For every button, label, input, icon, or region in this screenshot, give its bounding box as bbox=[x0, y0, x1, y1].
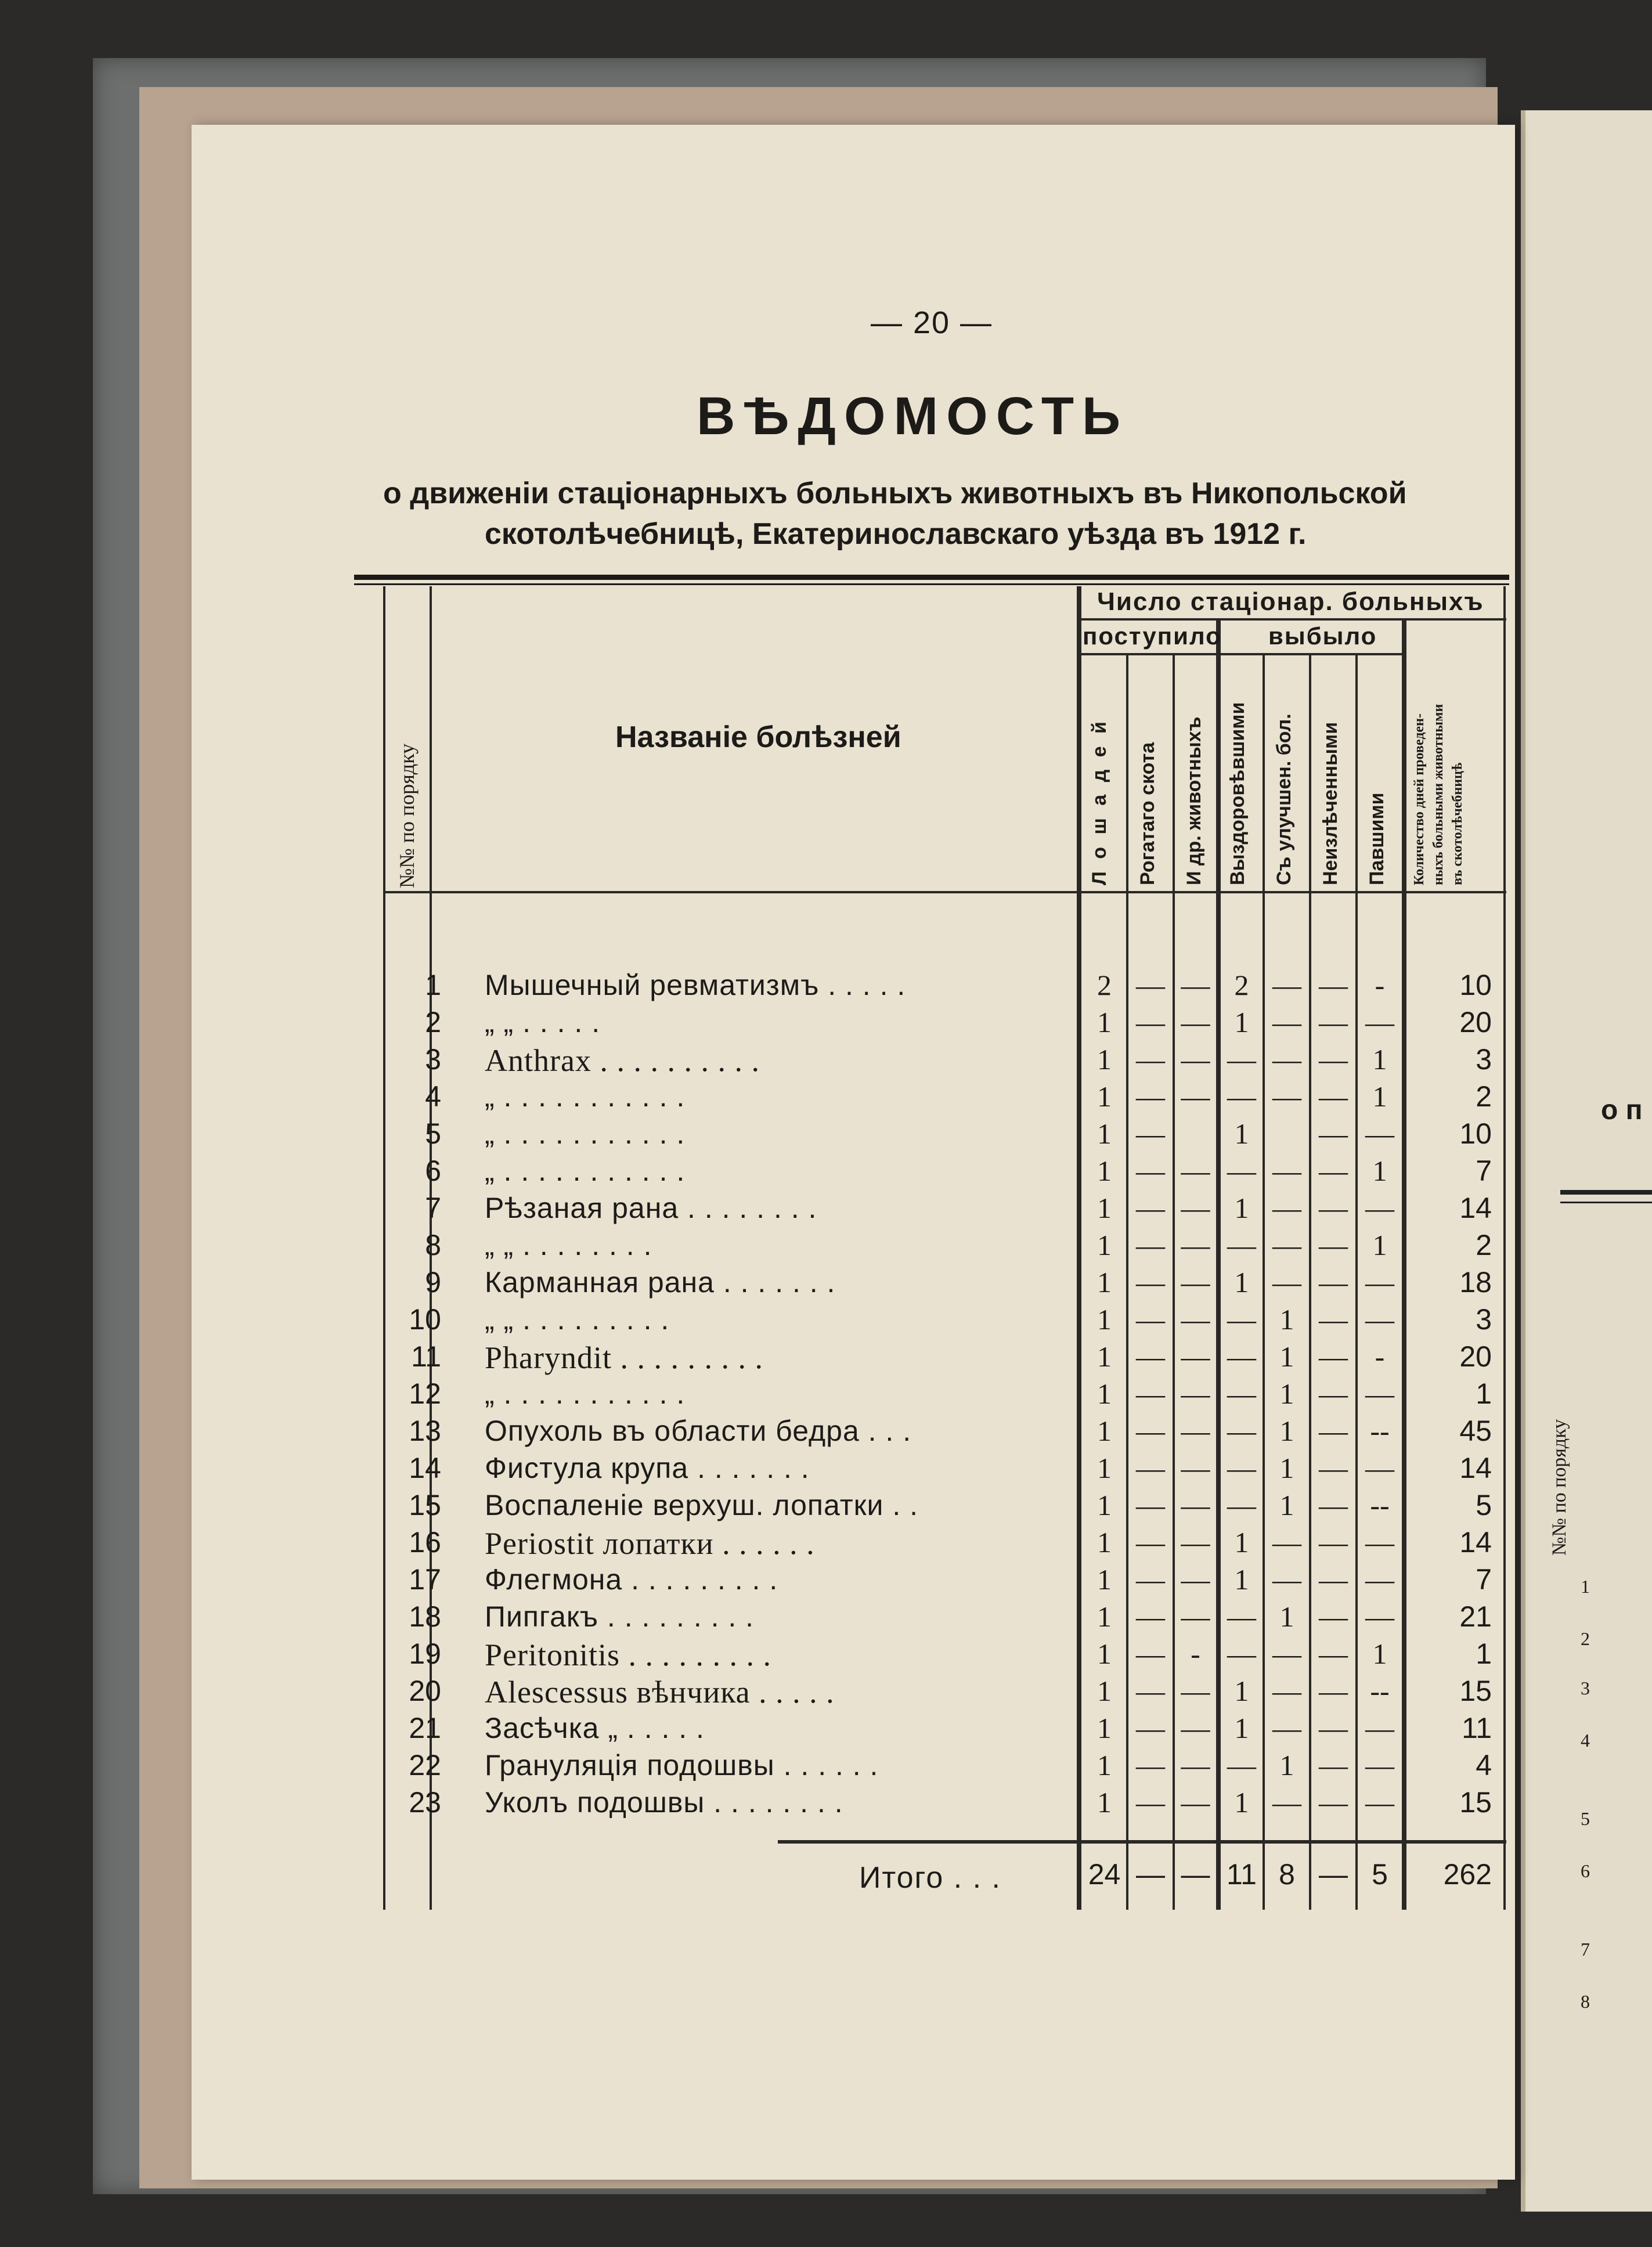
total-uncured: — bbox=[1319, 1858, 1348, 1891]
row-number: 20 bbox=[409, 1675, 441, 1707]
row-number: 14 bbox=[409, 1452, 441, 1484]
cell-cattle: — bbox=[1136, 1563, 1165, 1596]
total-label: Итого . . . bbox=[859, 1861, 1001, 1895]
table-row bbox=[0, 1117, 1652, 1154]
cell-horses: 1 bbox=[1097, 1749, 1112, 1781]
table-row bbox=[0, 968, 1652, 1005]
cell-improved: 1 bbox=[1279, 1415, 1294, 1447]
cell-improved: — bbox=[1272, 1080, 1301, 1113]
total-cattle: — bbox=[1136, 1858, 1165, 1891]
cell-recovered: — bbox=[1227, 1452, 1256, 1484]
cell-uncured: — bbox=[1319, 1080, 1348, 1113]
total-row bbox=[0, 1858, 1652, 1895]
cell-horses: 1 bbox=[1097, 1415, 1112, 1447]
subtitle-line-2: скотолѣчебницѣ, Екатеринославскаго уѣзда въ 1912 г. bbox=[485, 517, 1307, 551]
cell-cattle: — bbox=[1136, 1117, 1165, 1150]
table-row bbox=[0, 1265, 1652, 1303]
cell-other: — bbox=[1181, 1600, 1210, 1633]
cell-horses: 1 bbox=[1097, 1155, 1112, 1187]
cell-died: — bbox=[1365, 1303, 1394, 1336]
header-bottom-rule bbox=[383, 891, 1506, 893]
table-row bbox=[0, 1488, 1652, 1525]
cell-improved: — bbox=[1272, 1526, 1301, 1559]
cell-uncured: — bbox=[1319, 1006, 1348, 1038]
cell-horses: 1 bbox=[1097, 1563, 1112, 1596]
cell-improved: — bbox=[1272, 1043, 1301, 1076]
facing-page-number: 2 bbox=[1581, 1628, 1590, 1649]
disease-name: Anthrax . . . . . . . . . . bbox=[485, 1043, 760, 1078]
cell-improved: 1 bbox=[1279, 1377, 1294, 1410]
cell-days: 1 bbox=[1476, 1638, 1492, 1670]
cell-horses: 1 bbox=[1097, 1229, 1112, 1261]
cell-cattle: — bbox=[1136, 969, 1165, 1001]
table-row bbox=[0, 1303, 1652, 1340]
disease-name: Засѣчка „ . . . . . bbox=[485, 1712, 705, 1744]
disease-name: Фистула крупа . . . . . . . bbox=[485, 1452, 810, 1484]
cell-uncured: — bbox=[1319, 1526, 1348, 1559]
facing-page-number: 4 bbox=[1581, 1730, 1590, 1751]
row-number: 10 bbox=[409, 1303, 441, 1336]
cell-cattle: — bbox=[1136, 1526, 1165, 1559]
cell-horses: 1 bbox=[1097, 1786, 1112, 1819]
disease-name: Уколъ подошвы . . . . . . . . bbox=[485, 1786, 843, 1819]
table-row bbox=[0, 1191, 1652, 1228]
cell-recovered: — bbox=[1227, 1303, 1256, 1336]
disease-name: Пипгакъ . . . . . . . . . bbox=[485, 1600, 755, 1633]
table-row bbox=[0, 1711, 1652, 1748]
cell-cattle: — bbox=[1136, 1749, 1165, 1781]
cell-died: — bbox=[1365, 1749, 1394, 1781]
cell-died: — bbox=[1365, 1712, 1394, 1744]
cell-days: 10 bbox=[1459, 969, 1492, 1001]
row-number: 16 bbox=[409, 1526, 441, 1559]
cell-horses: 1 bbox=[1097, 1340, 1112, 1373]
cell-died: — bbox=[1365, 1117, 1394, 1150]
table-row bbox=[0, 1228, 1652, 1265]
cell-improved: — bbox=[1272, 1192, 1301, 1224]
total-rule bbox=[778, 1840, 1506, 1844]
subtitle-line-1: о движеніи стаціонарныхъ больныхъ животныхъ въ Никопольской bbox=[383, 477, 1407, 510]
row-number: 23 bbox=[409, 1786, 441, 1819]
cell-uncured: — bbox=[1319, 1415, 1348, 1447]
disease-name: Воспаленіе верхуш. лопатки . . bbox=[485, 1489, 918, 1521]
disease-name: „ . . . . . . . . . . . bbox=[485, 1080, 686, 1113]
cell-uncured: — bbox=[1319, 1043, 1348, 1076]
cell-recovered: — bbox=[1227, 1415, 1256, 1447]
table-top-rule bbox=[354, 575, 1509, 580]
cell-horses: 1 bbox=[1097, 1526, 1112, 1559]
cell-cattle: — bbox=[1136, 1415, 1165, 1447]
table-top-rule-thin bbox=[354, 583, 1509, 585]
cell-horses: 1 bbox=[1097, 1600, 1112, 1633]
cell-days: 11 bbox=[1462, 1712, 1492, 1744]
cell-horses: 1 bbox=[1097, 1489, 1112, 1521]
cell-days: 1 bbox=[1476, 1377, 1492, 1410]
cell-died: 1 bbox=[1372, 1043, 1387, 1076]
cell-days: 45 bbox=[1459, 1415, 1492, 1447]
cell-recovered: — bbox=[1227, 1043, 1256, 1076]
row-number: 7 bbox=[425, 1192, 441, 1224]
cell-improved: — bbox=[1272, 1006, 1301, 1038]
cell-uncured: — bbox=[1319, 1712, 1348, 1744]
cell-horses: 1 bbox=[1097, 1266, 1112, 1299]
cell-days: 7 bbox=[1476, 1155, 1492, 1187]
cell-cattle: — bbox=[1136, 1600, 1165, 1633]
cell-recovered: 1 bbox=[1234, 1192, 1249, 1224]
table-row bbox=[0, 1154, 1652, 1191]
cell-improved: 1 bbox=[1279, 1749, 1294, 1781]
table-row bbox=[0, 1414, 1652, 1451]
header-other: И др. животныхъ bbox=[1183, 716, 1205, 885]
cell-died: 1 bbox=[1372, 1638, 1387, 1670]
cell-other: — bbox=[1181, 1526, 1210, 1559]
disease-name: „ „ . . . . . bbox=[485, 1006, 601, 1038]
row-number: 13 bbox=[409, 1415, 441, 1447]
cell-recovered: — bbox=[1227, 1377, 1256, 1410]
cell-died: — bbox=[1365, 1786, 1394, 1819]
cell-improved: — bbox=[1272, 969, 1301, 1001]
total-other: — bbox=[1181, 1858, 1210, 1891]
header-row-no: №№ по порядку bbox=[395, 743, 419, 888]
cell-improved: 1 bbox=[1279, 1452, 1294, 1484]
total-horses: 24 bbox=[1088, 1858, 1121, 1891]
cell-died: — bbox=[1365, 1563, 1394, 1596]
cell-recovered: 1 bbox=[1234, 1675, 1249, 1707]
header-days-line-1: Количество дней проведен- bbox=[1412, 713, 1427, 885]
cell-recovered: 1 bbox=[1234, 1526, 1249, 1559]
cell-died: -- bbox=[1370, 1415, 1390, 1447]
row-number: 8 bbox=[425, 1229, 441, 1261]
cell-improved: — bbox=[1272, 1712, 1301, 1744]
document-subtitle bbox=[383, 473, 1486, 554]
table-row bbox=[0, 1377, 1652, 1414]
cell-recovered: — bbox=[1227, 1155, 1256, 1187]
disease-name: Флегмона . . . . . . . . . bbox=[485, 1563, 778, 1596]
cell-cattle: — bbox=[1136, 1155, 1165, 1187]
table-row bbox=[0, 1340, 1652, 1377]
cell-cattle: — bbox=[1136, 1489, 1165, 1521]
cell-horses: 1 bbox=[1097, 1377, 1112, 1410]
cell-other: — bbox=[1181, 1080, 1210, 1113]
cell-cattle: — bbox=[1136, 1303, 1165, 1336]
cell-days: 15 bbox=[1459, 1675, 1492, 1707]
cell-days: 14 bbox=[1459, 1452, 1492, 1484]
cell-days: 20 bbox=[1459, 1340, 1492, 1373]
row-number: 22 bbox=[409, 1749, 441, 1781]
cell-died: 1 bbox=[1372, 1155, 1387, 1187]
row-number: 11 bbox=[411, 1340, 441, 1373]
cell-other: — bbox=[1181, 1415, 1210, 1447]
table-row bbox=[0, 1080, 1652, 1117]
cell-recovered: 1 bbox=[1234, 1563, 1249, 1596]
total-improved: 8 bbox=[1279, 1858, 1295, 1891]
cell-days: 10 bbox=[1459, 1117, 1492, 1150]
cell-died: — bbox=[1365, 1600, 1394, 1633]
cell-uncured: — bbox=[1319, 969, 1348, 1001]
cell-died: — bbox=[1365, 1266, 1394, 1299]
disease-name: Pharyndit . . . . . . . . . bbox=[485, 1340, 763, 1375]
row-number: 4 bbox=[425, 1080, 441, 1113]
disease-name: „ . . . . . . . . . . . bbox=[485, 1155, 686, 1187]
header-days-line-3: въ скотолѣчебницѣ bbox=[1450, 762, 1465, 885]
header-disease: Названіе болѣзней bbox=[615, 720, 901, 754]
row-number: 9 bbox=[425, 1266, 441, 1299]
cell-uncured: — bbox=[1319, 1638, 1348, 1670]
row-number: 19 bbox=[409, 1638, 441, 1670]
row-number: 12 bbox=[409, 1377, 441, 1410]
cell-horses: 1 bbox=[1097, 1080, 1112, 1113]
cell-days: 14 bbox=[1459, 1192, 1492, 1224]
cell-improved: — bbox=[1272, 1638, 1301, 1670]
cell-horses: 1 bbox=[1097, 1303, 1112, 1336]
cell-horses: 1 bbox=[1097, 1043, 1112, 1076]
cell-improved: — bbox=[1272, 1675, 1301, 1707]
header-received: поступило bbox=[1083, 622, 1222, 650]
table-row bbox=[0, 1005, 1652, 1043]
header-horses: Л о ш а д е й bbox=[1088, 718, 1110, 885]
cell-other: — bbox=[1181, 1229, 1210, 1261]
cell-cattle: — bbox=[1136, 1638, 1165, 1670]
cell-cattle: — bbox=[1136, 1266, 1165, 1299]
cell-other: - bbox=[1191, 1638, 1200, 1670]
facing-page-fragment: о п bbox=[1601, 1095, 1643, 1126]
table-row bbox=[0, 1525, 1652, 1563]
row-number: 18 bbox=[409, 1600, 441, 1633]
cell-uncured: — bbox=[1319, 1600, 1348, 1633]
cell-other: — bbox=[1181, 1675, 1210, 1707]
facing-page-row-no-header: №№ по порядку bbox=[1549, 1419, 1570, 1556]
cell-died: 1 bbox=[1372, 1080, 1387, 1113]
cell-days: 21 bbox=[1459, 1600, 1492, 1633]
cell-other: — bbox=[1181, 1712, 1210, 1744]
total-days: 262 bbox=[1443, 1858, 1492, 1891]
cell-days: 5 bbox=[1476, 1489, 1492, 1521]
cell-horses: 2 bbox=[1097, 969, 1112, 1001]
cell-uncured: — bbox=[1319, 1266, 1348, 1299]
cell-recovered: — bbox=[1227, 1749, 1256, 1781]
cell-cattle: — bbox=[1136, 1452, 1165, 1484]
cell-uncured: — bbox=[1319, 1117, 1348, 1150]
disease-name: Peritonitis . . . . . . . . . bbox=[485, 1638, 772, 1672]
cell-uncured: — bbox=[1319, 1675, 1348, 1707]
row-number: 6 bbox=[425, 1155, 441, 1187]
disease-name: Alescessus вѣнчика . . . . . bbox=[485, 1675, 835, 1709]
facing-page-number: 3 bbox=[1581, 1678, 1590, 1698]
cell-other: — bbox=[1181, 1303, 1210, 1336]
cell-died: -- bbox=[1370, 1489, 1390, 1521]
cell-improved: 1 bbox=[1279, 1600, 1294, 1633]
header-divider bbox=[1077, 618, 1506, 621]
table-row bbox=[0, 1674, 1652, 1711]
cell-other: — bbox=[1181, 1377, 1210, 1410]
cell-died: — bbox=[1365, 1192, 1394, 1224]
cell-cattle: — bbox=[1136, 1786, 1165, 1819]
cell-horses: 1 bbox=[1097, 1117, 1112, 1150]
cell-cattle: — bbox=[1136, 1675, 1165, 1707]
cell-uncured: — bbox=[1319, 1489, 1348, 1521]
disease-name: „ . . . . . . . . . . . bbox=[485, 1377, 686, 1410]
cell-cattle: — bbox=[1136, 1080, 1165, 1113]
cell-other: — bbox=[1181, 1749, 1210, 1781]
cell-uncured: — bbox=[1319, 1229, 1348, 1261]
cell-recovered: — bbox=[1227, 1600, 1256, 1633]
cell-improved: — bbox=[1272, 1563, 1301, 1596]
header-discharged: выбыло bbox=[1268, 622, 1377, 650]
facing-page-number: 5 bbox=[1581, 1808, 1590, 1829]
cell-cattle: — bbox=[1136, 1377, 1165, 1410]
cell-other: — bbox=[1181, 1786, 1210, 1819]
cell-other: — bbox=[1181, 1192, 1210, 1224]
cell-died: — bbox=[1365, 1006, 1394, 1038]
disease-name: Рѣзаная рана . . . . . . . . bbox=[485, 1192, 817, 1224]
row-number: 3 bbox=[425, 1043, 441, 1076]
row-number: 17 bbox=[409, 1563, 441, 1596]
cell-recovered: — bbox=[1227, 1340, 1256, 1373]
cell-days: 3 bbox=[1476, 1303, 1492, 1336]
facing-page-number: 6 bbox=[1581, 1860, 1590, 1881]
cell-days: 4 bbox=[1476, 1749, 1492, 1781]
cell-cattle: — bbox=[1136, 1229, 1165, 1261]
cell-horses: 1 bbox=[1097, 1638, 1112, 1670]
cell-died: — bbox=[1365, 1526, 1394, 1559]
cell-days: 18 bbox=[1459, 1266, 1492, 1299]
cell-recovered: — bbox=[1227, 1080, 1256, 1113]
cell-recovered: — bbox=[1227, 1489, 1256, 1521]
cell-recovered: 1 bbox=[1234, 1266, 1249, 1299]
cell-cattle: — bbox=[1136, 1192, 1165, 1224]
header-died: Павшими bbox=[1366, 792, 1388, 885]
facing-page-number: 1 bbox=[1581, 1576, 1590, 1597]
cell-other: — bbox=[1181, 1340, 1210, 1373]
cell-died: - bbox=[1375, 969, 1385, 1001]
cell-other: — bbox=[1181, 1043, 1210, 1076]
cell-improved: — bbox=[1272, 1786, 1301, 1819]
cell-other: — bbox=[1181, 969, 1210, 1001]
facing-page-number: 8 bbox=[1581, 1991, 1590, 2012]
cell-cattle: — bbox=[1136, 1340, 1165, 1373]
cell-died: -- bbox=[1370, 1675, 1390, 1707]
cell-uncured: — bbox=[1319, 1192, 1348, 1224]
cell-days: 14 bbox=[1459, 1526, 1492, 1559]
cell-days: 15 bbox=[1459, 1786, 1492, 1819]
cell-cattle: — bbox=[1136, 1006, 1165, 1038]
cell-cattle: — bbox=[1136, 1043, 1165, 1076]
cell-horses: 1 bbox=[1097, 1712, 1112, 1744]
header-divider bbox=[1077, 653, 1402, 655]
cell-other: — bbox=[1181, 1452, 1210, 1484]
cell-horses: 1 bbox=[1097, 1452, 1112, 1484]
cell-recovered: 1 bbox=[1234, 1786, 1249, 1819]
cell-cattle: — bbox=[1136, 1712, 1165, 1744]
table-row bbox=[0, 1451, 1652, 1488]
cell-uncured: — bbox=[1319, 1303, 1348, 1336]
cell-recovered: 2 bbox=[1234, 969, 1249, 1001]
disease-name: „ „ . . . . . . . . . bbox=[485, 1303, 670, 1336]
cell-recovered: 1 bbox=[1234, 1006, 1249, 1038]
table-row bbox=[0, 1786, 1652, 1823]
cell-improved: — bbox=[1272, 1266, 1301, 1299]
cell-uncured: — bbox=[1319, 1786, 1348, 1819]
header-group: Число стаціонар. больныхъ bbox=[1097, 587, 1484, 616]
page-number: — 20 — bbox=[870, 305, 993, 340]
cell-improved: — bbox=[1272, 1229, 1301, 1261]
facing-page-number: 7 bbox=[1581, 1939, 1590, 1960]
table-row bbox=[0, 1637, 1652, 1674]
cell-died: — bbox=[1365, 1377, 1394, 1410]
cell-other: — bbox=[1181, 1563, 1210, 1596]
cell-uncured: — bbox=[1319, 1563, 1348, 1596]
cell-died: 1 bbox=[1372, 1229, 1387, 1261]
disease-name: „ . . . . . . . . . . . bbox=[485, 1117, 686, 1150]
cell-other: — bbox=[1181, 1489, 1210, 1521]
row-number: 5 bbox=[425, 1117, 441, 1150]
cell-horses: 1 bbox=[1097, 1675, 1112, 1707]
disease-name: Мышечный ревматизмъ . . . . . bbox=[485, 969, 906, 1001]
document-title: ВѢДОМОСТЬ bbox=[697, 387, 1129, 446]
disease-name: Карманная рана . . . . . . . bbox=[485, 1266, 836, 1299]
total-recovered: 11 bbox=[1227, 1858, 1257, 1891]
cell-recovered: 1 bbox=[1234, 1117, 1249, 1150]
disease-name: Periostit лопатки . . . . . . bbox=[485, 1526, 815, 1561]
cell-uncured: — bbox=[1319, 1155, 1348, 1187]
cell-other: — bbox=[1181, 1155, 1210, 1187]
table-row bbox=[0, 1563, 1652, 1600]
row-number: 15 bbox=[409, 1489, 441, 1521]
row-number: 2 bbox=[425, 1006, 441, 1038]
cell-horses: 1 bbox=[1097, 1192, 1112, 1224]
cell-recovered: — bbox=[1227, 1638, 1256, 1670]
header-days-line-2: ныхъ больными животными bbox=[1431, 704, 1446, 885]
cell-uncured: — bbox=[1319, 1452, 1348, 1484]
cell-uncured: — bbox=[1319, 1749, 1348, 1781]
table-row bbox=[0, 1600, 1652, 1637]
header-improved: Съ улучшен. бол. bbox=[1273, 713, 1295, 885]
cell-recovered: — bbox=[1227, 1229, 1256, 1261]
row-number: 21 bbox=[409, 1712, 441, 1744]
table-row bbox=[0, 1748, 1652, 1786]
disease-name: Опухоль въ области бедра . . . bbox=[485, 1415, 912, 1447]
header-recovered: Выздоровѣвшими bbox=[1227, 702, 1249, 885]
disease-name: „ „ . . . . . . . . bbox=[485, 1229, 652, 1261]
cell-recovered: 1 bbox=[1234, 1712, 1249, 1744]
cell-days: 3 bbox=[1476, 1043, 1492, 1076]
cell-days: 7 bbox=[1476, 1563, 1492, 1596]
cell-other: — bbox=[1181, 1266, 1210, 1299]
cell-uncured: — bbox=[1319, 1340, 1348, 1373]
cell-died: - bbox=[1375, 1340, 1385, 1373]
cell-other: — bbox=[1181, 1006, 1210, 1038]
cell-died: — bbox=[1365, 1452, 1394, 1484]
cell-improved: 1 bbox=[1279, 1489, 1294, 1521]
header-uncured: Неизлѣченными bbox=[1319, 722, 1341, 885]
cell-uncured: — bbox=[1319, 1377, 1348, 1410]
cell-days: 2 bbox=[1476, 1080, 1492, 1113]
cell-improved: 1 bbox=[1279, 1340, 1294, 1373]
total-died: 5 bbox=[1372, 1858, 1388, 1891]
cell-improved: 1 bbox=[1279, 1303, 1294, 1336]
cell-days: 20 bbox=[1459, 1006, 1492, 1038]
table-row bbox=[0, 1043, 1652, 1080]
cell-horses: 1 bbox=[1097, 1006, 1112, 1038]
cell-improved: — bbox=[1272, 1155, 1301, 1187]
row-number: 1 bbox=[425, 969, 441, 1001]
cell-days: 2 bbox=[1476, 1229, 1492, 1261]
header-cattle: Рогатаго скота bbox=[1137, 742, 1159, 885]
disease-name: Грануляція подошвы . . . . . . bbox=[485, 1749, 879, 1781]
